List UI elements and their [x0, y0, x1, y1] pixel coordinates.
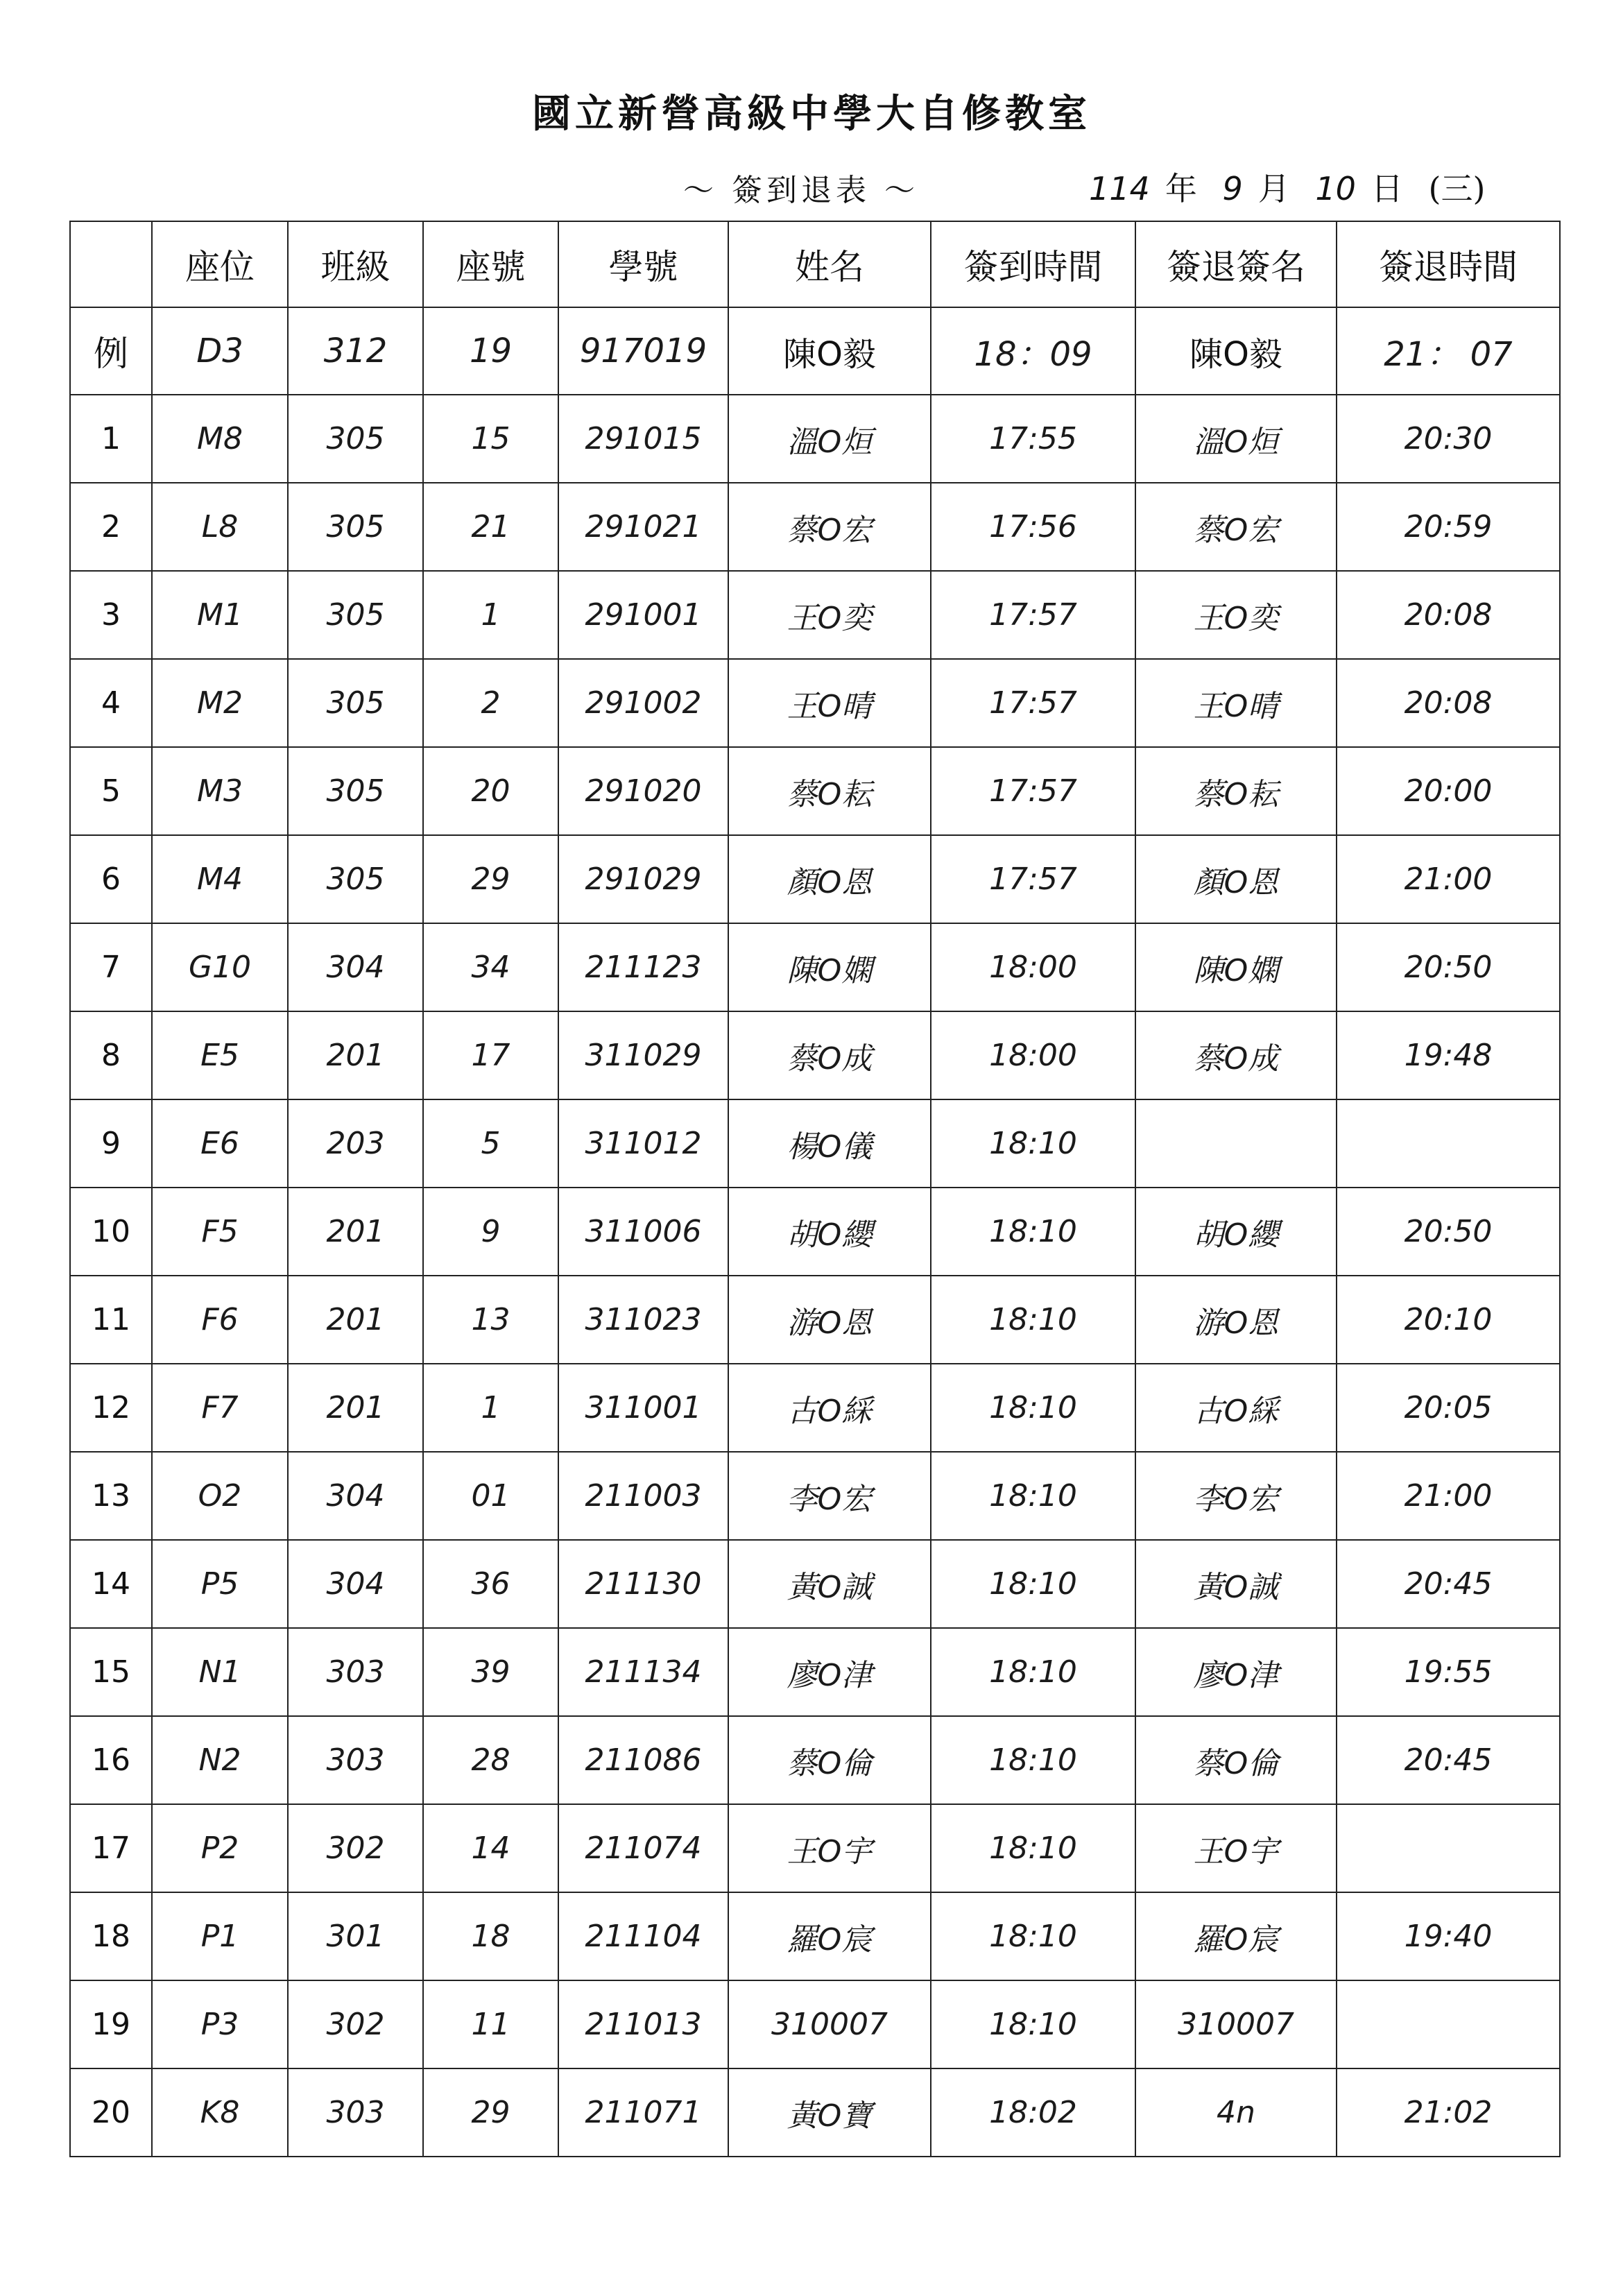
sign-in-time-cell: 18:10: [931, 1188, 1135, 1276]
sign-in-time-cell: 18:02: [931, 2068, 1135, 2157]
row-number: 3: [70, 571, 152, 659]
example-row: [70, 307, 1560, 395]
student-id-cell: 291020: [558, 747, 728, 835]
sign-out-time-cell: 19:40: [1337, 1892, 1560, 1980]
date-day: 10: [1315, 170, 1356, 207]
date-month-unit: 月: [1257, 170, 1290, 207]
name-cell: 蔡O成: [728, 1011, 931, 1099]
header-sign-out-time: 簽退時間: [1337, 221, 1560, 307]
sign-in-time-cell: 17:57: [931, 659, 1135, 747]
name-cell: 胡O纓: [728, 1188, 931, 1276]
row-number: 19: [70, 1980, 152, 2068]
seat-number-cell: 01: [423, 1452, 558, 1540]
class-cell: 303: [288, 1628, 423, 1716]
student-id-cell: 211086: [558, 1716, 728, 1804]
sign-out-time-cell: 20:59: [1337, 483, 1560, 571]
seat-number-cell: 39: [423, 1628, 558, 1716]
table-row: [70, 1540, 1560, 1628]
row-number: 17: [70, 1804, 152, 1892]
sign-out-signature-cell: 蔡O成: [1135, 1011, 1337, 1099]
row-number: 20: [70, 2068, 152, 2157]
seat-cell: F6: [152, 1276, 288, 1364]
table-row: [70, 1804, 1560, 1892]
student-id-cell: 291002: [558, 659, 728, 747]
student-id-cell: 211074: [558, 1804, 728, 1892]
row-number: 8: [70, 1011, 152, 1099]
row-number: 5: [70, 747, 152, 835]
class-cell: 305: [288, 571, 423, 659]
table-row: [70, 1628, 1560, 1716]
seat-number-cell: 28: [423, 1716, 558, 1804]
date-day-unit: 日: [1371, 170, 1403, 207]
table-row: [70, 659, 1560, 747]
header-seat-number: 座號: [423, 221, 558, 307]
row-number: 13: [70, 1452, 152, 1540]
name-cell: 黃O寶: [728, 2068, 931, 2157]
sign-in-time-cell: 18:10: [931, 1804, 1135, 1892]
sign-out-signature-cell: 王O奕: [1135, 571, 1337, 659]
header-class: 班級: [288, 221, 423, 307]
name-cell: 游O恩: [728, 1276, 931, 1364]
name-cell: 黃O誠: [728, 1540, 931, 1628]
example-sign-in-time: 18：09: [931, 307, 1135, 395]
seat-number-cell: 14: [423, 1804, 558, 1892]
table-row: [70, 835, 1560, 923]
seat-cell: L8: [152, 483, 288, 571]
seat-cell: P3: [152, 1980, 288, 2068]
row-number: 14: [70, 1540, 152, 1628]
name-cell: 顏O恩: [728, 835, 931, 923]
seat-cell: F5: [152, 1188, 288, 1276]
date-weekday: (三): [1428, 170, 1486, 207]
student-id-cell: 211071: [558, 2068, 728, 2157]
sign-out-time-cell: 20:45: [1337, 1540, 1560, 1628]
sign-out-time-cell: [1337, 1980, 1560, 2068]
class-cell: 301: [288, 1892, 423, 1980]
class-cell: 201: [288, 1011, 423, 1099]
seat-cell: K8: [152, 2068, 288, 2157]
student-id-cell: 211104: [558, 1892, 728, 1980]
seat-number-cell: 15: [423, 395, 558, 483]
seat-number-cell: 1: [423, 1364, 558, 1452]
seat-number-cell: 17: [423, 1011, 558, 1099]
sign-out-time-cell: 20:30: [1337, 395, 1560, 483]
date-month: 9: [1222, 170, 1243, 207]
sign-out-time-cell: 20:08: [1337, 571, 1560, 659]
sign-out-signature-cell: 溫O烜: [1135, 395, 1337, 483]
name-cell: 李O宏: [728, 1452, 931, 1540]
seat-number-cell: 2: [423, 659, 558, 747]
sign-out-time-cell: 20:50: [1337, 923, 1560, 1011]
sign-in-time-cell: 18:10: [931, 1276, 1135, 1364]
table-row: [70, 571, 1560, 659]
sign-out-signature-cell: 顏O恩: [1135, 835, 1337, 923]
class-cell: 303: [288, 1716, 423, 1804]
sign-out-time-cell: [1337, 1099, 1560, 1188]
student-id-cell: 211013: [558, 1980, 728, 2068]
table-row: [70, 747, 1560, 835]
sign-out-signature-cell: 310007: [1135, 1980, 1337, 2068]
sign-out-signature-cell: 蔡O宏: [1135, 483, 1337, 571]
sign-out-time-cell: 20:00: [1337, 747, 1560, 835]
table-row: [70, 1980, 1560, 2068]
table-row: [70, 395, 1560, 483]
class-cell: 201: [288, 1276, 423, 1364]
sign-in-time-cell: 18:10: [931, 1716, 1135, 1804]
name-cell: 蔡O耘: [728, 747, 931, 835]
sign-in-time-cell: 18:10: [931, 1364, 1135, 1452]
date-line: [1089, 164, 1500, 209]
row-number: 16: [70, 1716, 152, 1804]
class-cell: 302: [288, 1980, 423, 2068]
example-label: 例: [70, 307, 152, 395]
table-row: [70, 2068, 1560, 2157]
header-sign-in-time: 簽到時間: [931, 221, 1135, 307]
student-id-cell: 211134: [558, 1628, 728, 1716]
class-cell: 304: [288, 923, 423, 1011]
sign-in-time-cell: 18:00: [931, 1011, 1135, 1099]
student-id-cell: 311023: [558, 1276, 728, 1364]
example-sign-out-signature: 陳O毅: [1135, 307, 1337, 395]
date-year-unit: 年: [1165, 170, 1197, 207]
seat-cell: F7: [152, 1364, 288, 1452]
table-row: [70, 1364, 1560, 1452]
name-cell: 王O晴: [728, 659, 931, 747]
row-number: 6: [70, 835, 152, 923]
sign-in-time-cell: 18:10: [931, 1099, 1135, 1188]
sign-out-time-cell: 20:08: [1337, 659, 1560, 747]
table-row: [70, 1188, 1560, 1276]
seat-number-cell: 21: [423, 483, 558, 571]
page-title: 國立新營高級中學大自修教室: [532, 91, 1091, 137]
student-id-cell: 311001: [558, 1364, 728, 1452]
student-id-cell: 291001: [558, 571, 728, 659]
student-id-cell: 291021: [558, 483, 728, 571]
sign-out-signature-cell: 王O晴: [1135, 659, 1337, 747]
seat-number-cell: 1: [423, 571, 558, 659]
sign-in-time-cell: 17:57: [931, 571, 1135, 659]
seat-cell: N2: [152, 1716, 288, 1804]
sign-in-time-cell: 18:10: [931, 1540, 1135, 1628]
table-row: [70, 1276, 1560, 1364]
example-name: 陳O毅: [728, 307, 931, 395]
seat-cell: G10: [152, 923, 288, 1011]
row-number: 4: [70, 659, 152, 747]
sign-out-signature-cell: 4n: [1135, 2068, 1337, 2157]
seat-number-cell: 5: [423, 1099, 558, 1188]
row-number: 10: [70, 1188, 152, 1276]
sign-out-time-cell: [1337, 1804, 1560, 1892]
student-id-cell: 291015: [558, 395, 728, 483]
sign-out-time-cell: 21:02: [1337, 2068, 1560, 2157]
sign-out-time-cell: 20:05: [1337, 1364, 1560, 1452]
form-subtitle: 〜 簽到退表 〜: [683, 173, 919, 208]
name-cell: 古O綵: [728, 1364, 931, 1452]
class-cell: 305: [288, 835, 423, 923]
sign-in-table: [69, 221, 1561, 2157]
class-cell: 305: [288, 483, 423, 571]
seat-cell: P2: [152, 1804, 288, 1892]
seat-number-cell: 18: [423, 1892, 558, 1980]
student-id-cell: 311012: [558, 1099, 728, 1188]
sign-out-time-cell: 20:45: [1337, 1716, 1560, 1804]
class-cell: 305: [288, 395, 423, 483]
name-cell: 陳O嫻: [728, 923, 931, 1011]
class-cell: 305: [288, 659, 423, 747]
seat-number-cell: 29: [423, 2068, 558, 2157]
sign-out-time-cell: 21:00: [1337, 1452, 1560, 1540]
date-year: 114: [1089, 170, 1150, 207]
seat-number-cell: 9: [423, 1188, 558, 1276]
sign-out-signature-cell: 胡O纓: [1135, 1188, 1337, 1276]
seat-cell: M4: [152, 835, 288, 923]
name-cell: 羅O宸: [728, 1892, 931, 1980]
sign-in-time-cell: 18:10: [931, 1452, 1135, 1540]
name-cell: 蔡O倫: [728, 1716, 931, 1804]
example-class: 312: [288, 307, 423, 395]
class-cell: 203: [288, 1099, 423, 1188]
header-seat: 座位: [152, 221, 288, 307]
example-seat-number: 19: [423, 307, 558, 395]
sign-out-signature-cell: 游O恩: [1135, 1276, 1337, 1364]
header-sign-out-signature: 簽退簽名: [1135, 221, 1337, 307]
seat-number-cell: 34: [423, 923, 558, 1011]
sign-in-time-cell: 17:57: [931, 747, 1135, 835]
sign-out-signature-cell: [1135, 1099, 1337, 1188]
name-cell: 楊O儀: [728, 1099, 931, 1188]
sign-out-signature-cell: 黃O誠: [1135, 1540, 1337, 1628]
sign-in-time-cell: 18:10: [931, 1628, 1135, 1716]
table-row: [70, 1892, 1560, 1980]
sign-in-time-cell: 18:10: [931, 1980, 1135, 2068]
class-cell: 305: [288, 747, 423, 835]
seat-cell: P5: [152, 1540, 288, 1628]
sign-out-signature-cell: 李O宏: [1135, 1452, 1337, 1540]
seat-number-cell: 13: [423, 1276, 558, 1364]
row-number: 9: [70, 1099, 152, 1188]
seat-cell: O2: [152, 1452, 288, 1540]
name-cell: 溫O烜: [728, 395, 931, 483]
example-seat: D3: [152, 307, 288, 395]
seat-number-cell: 11: [423, 1980, 558, 2068]
seat-number-cell: 29: [423, 835, 558, 923]
row-number: 11: [70, 1276, 152, 1364]
class-cell: 304: [288, 1540, 423, 1628]
seat-cell: M1: [152, 571, 288, 659]
seat-cell: M8: [152, 395, 288, 483]
name-cell: 蔡O宏: [728, 483, 931, 571]
table-row: [70, 923, 1560, 1011]
sign-out-time-cell: 19:48: [1337, 1011, 1560, 1099]
seat-cell: M3: [152, 747, 288, 835]
table-row: [70, 1011, 1560, 1099]
name-cell: 王O奕: [728, 571, 931, 659]
header-cell-blank: [70, 221, 152, 307]
header-name: 姓名: [728, 221, 931, 307]
student-id-cell: 311029: [558, 1011, 728, 1099]
row-number: 1: [70, 395, 152, 483]
seat-cell: P1: [152, 1892, 288, 1980]
sign-out-time-cell: 19:55: [1337, 1628, 1560, 1716]
header-row: [70, 221, 1560, 307]
sign-out-signature-cell: 王O宇: [1135, 1804, 1337, 1892]
example-student-id: 917019: [558, 307, 728, 395]
row-number: 15: [70, 1628, 152, 1716]
table-row: [70, 1099, 1560, 1188]
sign-in-time-cell: 17:55: [931, 395, 1135, 483]
row-number: 2: [70, 483, 152, 571]
class-cell: 302: [288, 1804, 423, 1892]
sign-in-time-cell: 18:00: [931, 923, 1135, 1011]
seat-number-cell: 36: [423, 1540, 558, 1628]
class-cell: 303: [288, 2068, 423, 2157]
student-id-cell: 211003: [558, 1452, 728, 1540]
seat-cell: N1: [152, 1628, 288, 1716]
student-id-cell: 211130: [558, 1540, 728, 1628]
seat-cell: E6: [152, 1099, 288, 1188]
table-row: [70, 483, 1560, 571]
sign-out-signature-cell: 古O綵: [1135, 1364, 1337, 1452]
name-cell: 310007: [728, 1980, 931, 2068]
row-number: 18: [70, 1892, 152, 1980]
sign-in-time-cell: 17:57: [931, 835, 1135, 923]
sign-out-time-cell: 21:00: [1337, 835, 1560, 923]
seat-cell: M2: [152, 659, 288, 747]
row-number: 12: [70, 1364, 152, 1452]
sign-out-signature-cell: 羅O宸: [1135, 1892, 1337, 1980]
name-cell: 王O宇: [728, 1804, 931, 1892]
seat-number-cell: 20: [423, 747, 558, 835]
name-cell: 廖O津: [728, 1628, 931, 1716]
sign-out-signature-cell: 陳O嫻: [1135, 923, 1337, 1011]
class-cell: 201: [288, 1188, 423, 1276]
header-student-id: 學號: [558, 221, 728, 307]
sign-out-time-cell: 20:10: [1337, 1276, 1560, 1364]
sign-out-time-cell: 20:50: [1337, 1188, 1560, 1276]
sign-out-signature-cell: 蔡O倫: [1135, 1716, 1337, 1804]
example-sign-out-time: 21： 07: [1337, 307, 1560, 395]
sign-in-time-cell: 18:10: [931, 1892, 1135, 1980]
row-number: 7: [70, 923, 152, 1011]
sign-out-signature-cell: 蔡O耘: [1135, 747, 1337, 835]
class-cell: 304: [288, 1452, 423, 1540]
table-row: [70, 1452, 1560, 1540]
student-id-cell: 291029: [558, 835, 728, 923]
table-row: [70, 1716, 1560, 1804]
sign-in-time-cell: 17:56: [931, 483, 1135, 571]
class-cell: 201: [288, 1364, 423, 1452]
student-id-cell: 211123: [558, 923, 728, 1011]
sign-out-signature-cell: 廖O津: [1135, 1628, 1337, 1716]
seat-cell: E5: [152, 1011, 288, 1099]
student-id-cell: 311006: [558, 1188, 728, 1276]
